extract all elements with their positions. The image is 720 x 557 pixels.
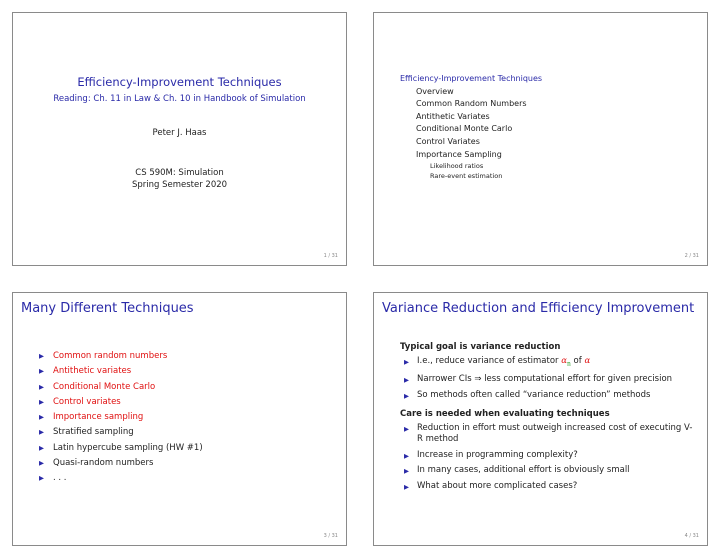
list-item: ▶ Stratified sampling [39, 425, 203, 440]
triangle-bullet-icon: ▶ [404, 467, 409, 475]
block-care-needed [400, 409, 695, 496]
triangle-bullet-icon: ▶ [39, 413, 44, 422]
slide-1 [12, 12, 347, 266]
list-item: ▶ Importance sampling [39, 410, 203, 425]
triangle-bullet-icon: ▶ [404, 391, 409, 400]
block-variance-reduction [400, 342, 672, 405]
list-item: ▶ Narrower CIs ⇒ less computational effort for given precision [404, 374, 673, 385]
triangle-bullet-icon: ▶ [404, 376, 409, 385]
list-item: ▶ In many cases, additional effort is obviously small [404, 465, 630, 475]
list-item: ▶ Quasi-random numbers [39, 456, 203, 471]
toc-item: Control Variates [416, 136, 480, 146]
toc-item: Importance Sampling [416, 149, 502, 159]
list-item: ▶ So methods often called “variance reduction” methods [404, 389, 651, 400]
list-item: ▶ I.e., reduce variance of estimator $\alpha_n$ of α [404, 356, 591, 368]
toc-subitem: Likelihood ratios [430, 162, 484, 171]
toc-item: Overview [416, 86, 454, 96]
technique-list [39, 349, 203, 487]
list-item: ▶ Common random numbers [39, 349, 203, 364]
triangle-bullet-icon: ▶ [39, 367, 44, 376]
course: CS 590M: Simulation [135, 168, 224, 178]
table-of-contents [400, 73, 542, 181]
math-alpha-n: $\alpha_n$ [561, 356, 571, 368]
math-alpha: α [584, 356, 591, 366]
author: Peter J. Haas [152, 128, 207, 138]
semester: Spring Semester 2020 [131, 180, 228, 190]
toc-item: Antithetic Variates [416, 111, 490, 121]
toc-item: Common Random Numbers [416, 99, 527, 109]
slide-title: Variance Reduction and Efficiency Improvement [382, 301, 695, 316]
toc-subitem: Rare-event estimation [430, 172, 503, 181]
slide-title: Many Different Techniques [21, 301, 194, 316]
page-number: 3 / 31 [323, 533, 338, 539]
block-heading: Care is needed when evaluating techniques [400, 409, 610, 419]
triangle-bullet-icon: ▶ [39, 474, 44, 483]
triangle-bullet-icon: ▶ [404, 358, 409, 366]
list-item: ▶ Increase in programming complexity? [404, 449, 578, 460]
list-item: ▶ Latin hypercube sampling (HW #1) [39, 441, 203, 456]
slide-2 [373, 12, 708, 266]
list-item: ▶ Antithetic variates [39, 364, 203, 379]
page-number: 1 / 31 [323, 253, 338, 259]
list-item: ▶ . . . [39, 471, 203, 486]
toc-item: Conditional Monte Carlo [416, 124, 513, 134]
triangle-bullet-icon: ▶ [404, 482, 409, 491]
list-item: ▶ Control variates [39, 395, 203, 410]
triangle-bullet-icon: ▶ [39, 428, 44, 437]
triangle-bullet-icon: ▶ [39, 443, 44, 452]
toc-section: Efficiency-Improvement Techniques [400, 74, 543, 83]
page-number: 2 / 31 [684, 253, 699, 259]
slide-3 [12, 292, 347, 546]
slide-4 [373, 292, 708, 546]
block-heading: Typical goal is variance reduction [400, 342, 561, 352]
triangle-bullet-icon: ▶ [39, 459, 44, 468]
triangle-bullet-icon: ▶ [404, 425, 409, 433]
list-item: ▶ Reduction in effort must outweigh increased cost of executing V-R method [404, 423, 693, 444]
slide-title: Efficiency-Improvement Techniques [77, 75, 282, 89]
triangle-bullet-icon: ▶ [39, 397, 44, 406]
page-number: 4 / 31 [684, 533, 699, 539]
list-item: ▶ Conditional Monte Carlo [39, 380, 203, 395]
triangle-bullet-icon: ▶ [39, 352, 44, 360]
triangle-bullet-icon: ▶ [404, 451, 409, 460]
list-item: ▶ What about more complicated cases? [404, 480, 578, 491]
reading-line: Reading: Ch. 11 in Law & Ch. 10 in Handbook of Simulation [53, 94, 306, 104]
triangle-bullet-icon: ▶ [39, 382, 44, 391]
